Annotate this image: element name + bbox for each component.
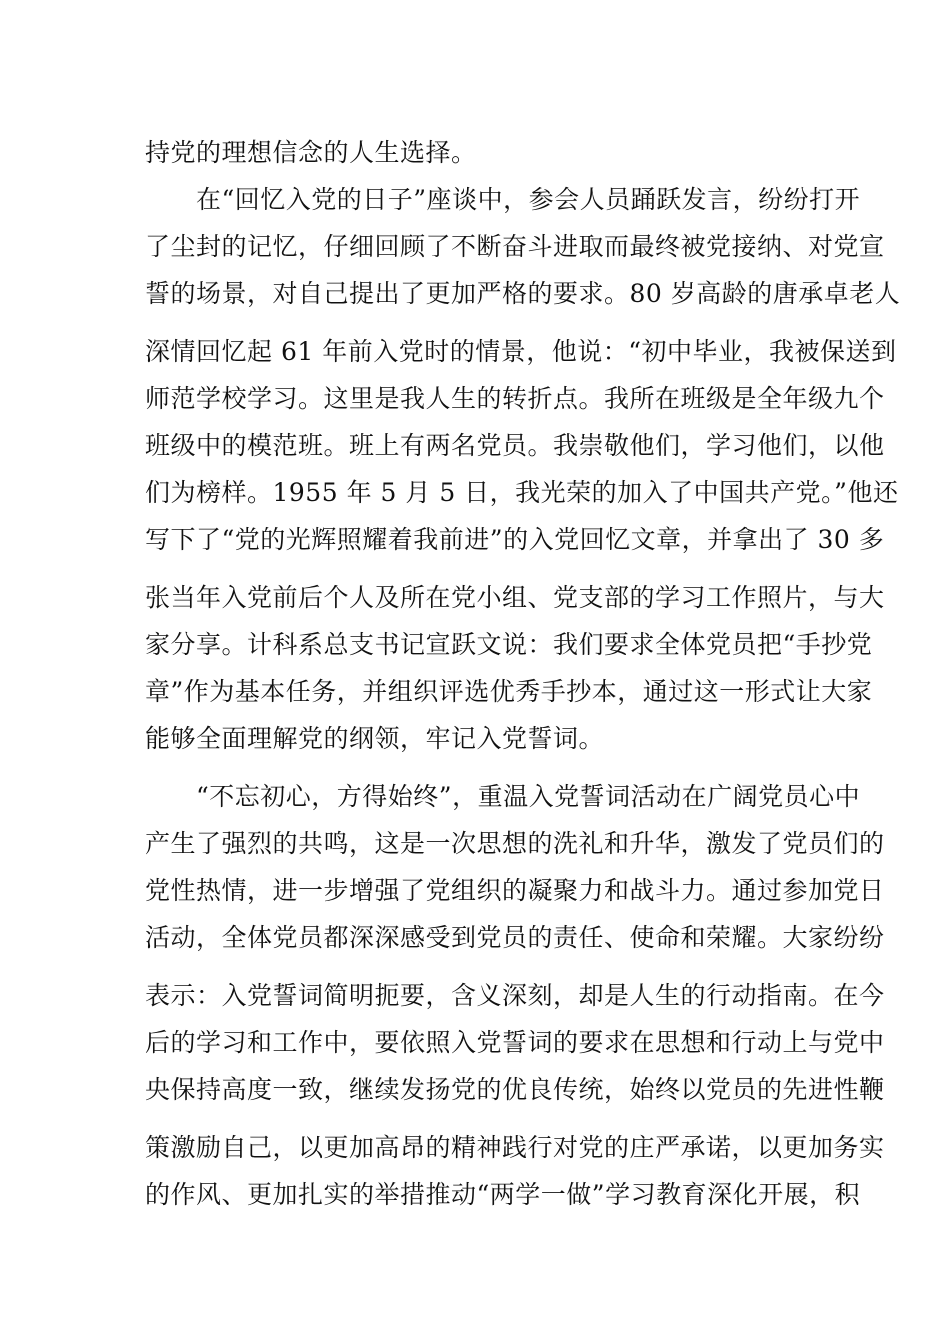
text-line: 们为榜样。1955 年 5 月 5 日，我光荣的加入了中国共产党。”他还 <box>145 478 899 507</box>
text-line: 班级中的模范班。班上有两名党员。我崇敬他们，学习他们，以他 <box>145 431 885 460</box>
text-line: 能够全面理解党的纲领，牢记入党誓词。 <box>145 724 605 753</box>
text-line: 写下了“党的光辉照耀着我前进”的入党回忆文章，并拿出了 30 多 <box>145 525 885 554</box>
text-line: “不忘初心，方得始终”，重温入党誓词活动在广阔党员心中 <box>145 782 861 811</box>
text-line: 后的学习和工作中，要依照入党誓词的要求在思想和行动上与党中 <box>145 1028 885 1057</box>
text-line: 央保持高度一致，继续发扬党的优良传统，始终以党员的先进性鞭 <box>145 1075 885 1104</box>
text-line: 党性热情，进一步增强了党组织的凝聚力和战斗力。通过参加党日 <box>145 876 885 905</box>
text-line: 誓的场景，对自己提出了更加严格的要求。80 岁高龄的唐承卓老人 <box>145 279 901 308</box>
text-line: 张当年入党前后个人及所在党小组、党支部的学习工作照片，与大 <box>145 583 885 612</box>
text-line: 的作风、更加扎实的举措推动“两学一做”学习教育深化开展，积 <box>145 1180 861 1209</box>
text-line: 产生了强烈的共鸣，这是一次思想的洗礼和升华，激发了党员们的 <box>145 829 885 858</box>
text-line: 了尘封的记忆，仔细回顾了不断奋斗进取而最终被党接纳、对党宣 <box>145 232 885 261</box>
text-line: 表示：入党誓词简明扼要，含义深刻，却是人生的行动指南。在今 <box>145 981 885 1010</box>
text-line: 深情回忆起 61 年前入党时的情景，他说：“初中毕业，我被保送到 <box>145 337 897 366</box>
text-line: 师范学校学习。这里是我人生的转折点。我所在班级是全年级九个 <box>145 384 885 413</box>
text-line: 活动，全体党员都深深感受到党员的责任、使命和荣耀。大家纷纷 <box>145 923 885 952</box>
text-line: 在“回忆入党的日子”座谈中，参会人员踊跃发言，纷纷打开 <box>145 185 861 214</box>
text-line: 策激励自己，以更加高昂的精神践行对党的庄严承诺，以更加务实 <box>145 1133 885 1162</box>
text-line: 家分享。计科系总支书记宣跃文说：我们要求全体党员把“手抄党 <box>145 630 873 659</box>
text-line: 持党的理想信念的人生选择。 <box>145 138 477 167</box>
text-line: 章”作为基本任务，并组织评选优秀手抄本，通过这一形式让大家 <box>145 677 873 706</box>
